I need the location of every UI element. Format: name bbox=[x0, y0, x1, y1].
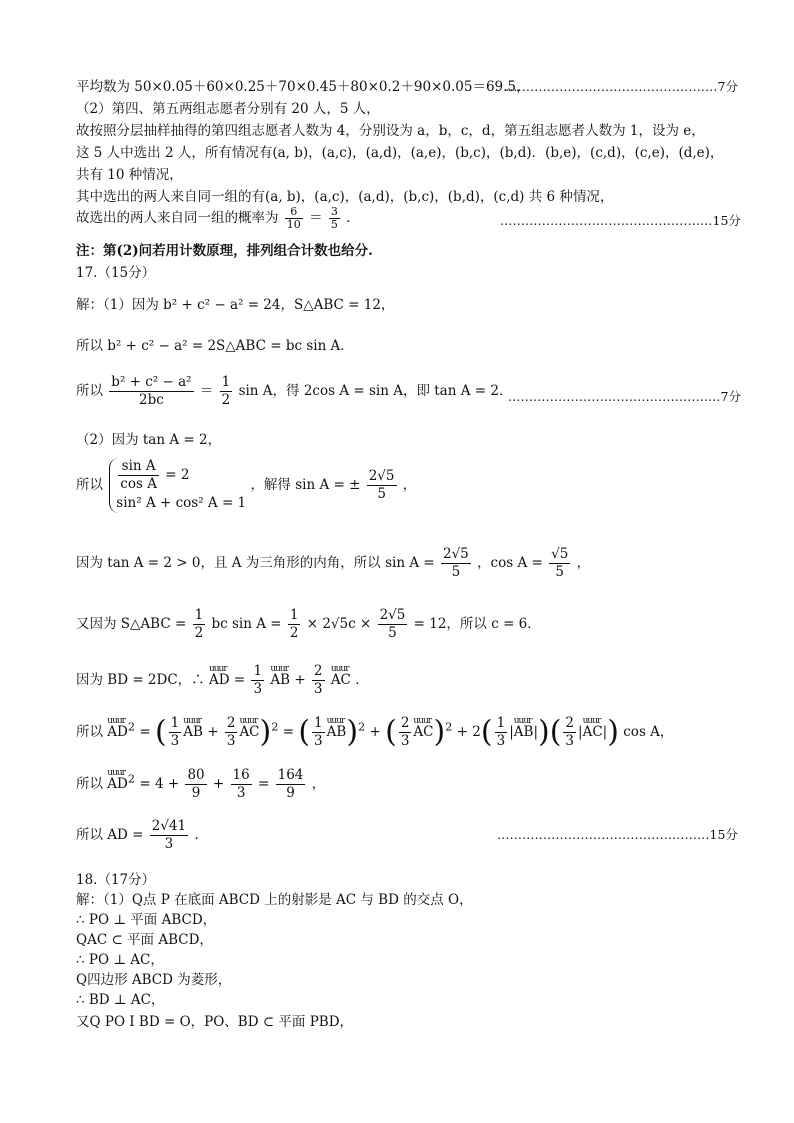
numerator: 1 bbox=[194, 607, 204, 623]
note: 注：第(2)问若用计数原理，排列组合计数也给分. bbox=[76, 243, 373, 259]
denominator: 3 bbox=[496, 733, 506, 749]
vector: uuur AD bbox=[107, 775, 128, 793]
plus: + bbox=[212, 776, 225, 792]
denominator: 2bc bbox=[109, 391, 193, 409]
numerator: 16 bbox=[232, 767, 250, 783]
equals: ＝ bbox=[309, 210, 323, 226]
fraction bbox=[150, 818, 188, 853]
fraction bbox=[231, 767, 252, 802]
text-line: 共有 10 种情况， bbox=[76, 167, 183, 183]
denominator: 5 bbox=[330, 218, 338, 231]
fraction bbox=[276, 767, 306, 802]
text: 所以 AD = bbox=[76, 827, 144, 843]
denominator: 3 bbox=[400, 733, 410, 749]
denominator: 3 bbox=[170, 733, 180, 749]
text: 所以 bbox=[76, 776, 103, 792]
fraction bbox=[251, 663, 264, 698]
fraction bbox=[185, 767, 206, 802]
fraction bbox=[118, 458, 159, 493]
text-line: Q四边形 ABCD 为菱形， bbox=[76, 972, 232, 988]
fraction bbox=[563, 715, 576, 750]
text: 因为 tan A = 2 > 0，且 A 为三角形的内角，所以 sin A = bbox=[76, 555, 435, 571]
text: ， bbox=[576, 555, 591, 571]
equation-line bbox=[76, 818, 208, 853]
text: ． bbox=[346, 210, 360, 226]
fraction bbox=[288, 607, 301, 642]
text: ． bbox=[194, 827, 208, 843]
denominator: 10 bbox=[286, 218, 301, 231]
numerator: 1 bbox=[221, 374, 231, 390]
equals: = bbox=[233, 672, 246, 688]
numerator: 1 bbox=[314, 715, 323, 731]
fraction bbox=[549, 546, 570, 581]
fraction bbox=[399, 715, 412, 750]
text-line: （2）第四、第五两组志愿者分别有 20 人，5 人， bbox=[76, 101, 380, 117]
text: sin A，得 2cos A = sin A，即 tan A = 2． bbox=[238, 383, 513, 399]
text: ， bbox=[311, 776, 326, 792]
numerator: 1 bbox=[253, 663, 263, 679]
fraction bbox=[378, 607, 408, 642]
numerator: 6 bbox=[290, 205, 298, 218]
denominator: 5 bbox=[378, 624, 408, 642]
vector: uuur AD bbox=[209, 671, 230, 689]
question-title: 17.（15分） bbox=[76, 265, 156, 281]
fraction bbox=[495, 715, 508, 750]
text: = 4 + bbox=[135, 776, 180, 792]
denominator: 9 bbox=[185, 784, 206, 802]
text-line: ∴ PO ⊥ AC， bbox=[76, 952, 164, 968]
equation-line: 所以 uuur $AD^2$ = ( $\frac{1}{3}$ uuur AB + $\frac{2}{3}$ uuur AC)$^2$ = ( $\frac{1}{3}$ uuur AB)$^2$ + ( $\frac{2}{3}$ uuur AC)$^2$ + 2( $\frac{1}{3}$ |uuur AB|)( $\frac{2}{3}$ |uuur AC|) cos A， bbox=[76, 715, 673, 750]
fraction bbox=[193, 607, 206, 642]
equation-line: 所以 uuur $AD^2 = 4$ + $\frac{80}{9}$ + $\frac{16}{3}$ = $\frac{164}{9}$ ， bbox=[76, 767, 325, 802]
score-marker: ……………………………………………7分 bbox=[508, 389, 741, 404]
score-marker: ……………………………………………15分 bbox=[500, 213, 741, 228]
fraction bbox=[441, 546, 471, 581]
denominator: 3 bbox=[226, 733, 236, 749]
denominator: 3 bbox=[253, 681, 263, 697]
numerator: 2√41 bbox=[151, 818, 187, 834]
system-row: sin² A + cos² A = 1 bbox=[116, 495, 247, 511]
denominator: 3 bbox=[231, 784, 252, 802]
numerator: 3 bbox=[330, 205, 338, 218]
text: bc sin A = bbox=[211, 616, 282, 632]
denominator: 5 bbox=[549, 563, 570, 581]
numerator: 2√5 bbox=[379, 607, 406, 623]
denominator: 9 bbox=[276, 784, 306, 802]
vector: uuur AB bbox=[183, 723, 203, 741]
text: × 2√5c × bbox=[306, 616, 372, 632]
fraction bbox=[312, 715, 325, 750]
score-marker: ……………………………………………7分 bbox=[505, 79, 738, 94]
vector: uuur AC bbox=[583, 723, 603, 741]
vector: uuur AD bbox=[107, 723, 128, 741]
numerator: 1 bbox=[496, 715, 506, 731]
question-title: 18.（17分） bbox=[76, 872, 156, 888]
text-line: 其中选出的两人来自同一组的有(a, b)，(a,c)，(a,d)，(b,c)，(b,d)，(c,d) 共 6 种情况， bbox=[76, 189, 614, 205]
text-line: 解：（1）因为 b² + c² − a² = 24，S△ABC = 12， bbox=[76, 297, 395, 313]
fraction bbox=[285, 206, 303, 231]
fraction bbox=[312, 663, 325, 698]
text: ，cos A = bbox=[477, 555, 543, 571]
vector: uuur AC bbox=[239, 723, 259, 741]
numerator: 2 bbox=[400, 715, 410, 731]
text-line: 这 5 人中选出 2 人，所有情况有(a, b)，(a,c)，(a,d)，(a,e)，(b,c)，(b,d)．(b,e)，(c,d)，(c,e)，(d,e)， bbox=[76, 145, 724, 161]
text-line: 解：（1）Q点 P 在底面 ABCD 上的射影是 AC 与 BD 的交点 O， bbox=[76, 892, 473, 908]
fraction bbox=[109, 374, 193, 409]
equation-system bbox=[109, 458, 246, 513]
numerator: √5 bbox=[551, 546, 569, 562]
denominator: 2 bbox=[289, 625, 299, 641]
text-line: （2）因为 tan A = 2， bbox=[76, 432, 222, 448]
equation-line bbox=[76, 546, 590, 581]
text: 又因为 S△ABC = bbox=[76, 616, 187, 632]
fraction bbox=[367, 468, 397, 503]
fraction bbox=[225, 715, 238, 750]
numerator: 2√5 bbox=[368, 468, 395, 484]
text: cos A， bbox=[623, 724, 674, 740]
equals: = bbox=[258, 776, 270, 792]
text-line: ∴ BD ⊥ AC， bbox=[76, 992, 165, 1008]
denominator: 3 bbox=[150, 835, 188, 853]
fraction bbox=[329, 206, 340, 231]
denominator: 2 bbox=[194, 625, 204, 641]
text-line: 所以 b² + c² − a² = 2S△ABC = bc sin A． bbox=[76, 338, 354, 354]
probability-line bbox=[76, 206, 360, 231]
numerator: 164 bbox=[277, 767, 304, 783]
text: 所以 bbox=[76, 477, 103, 493]
plus: + bbox=[294, 672, 306, 688]
fraction bbox=[169, 715, 182, 750]
text-line: 故按照分层抽样抽得的第四组志愿者人数为 4，分别设为 a，b，c，d，第五组志愿者人数为 1，设为 e， bbox=[76, 123, 705, 139]
text-line: 又Q PO I BD = O，PO、BD ⊂ 平面 PBD， bbox=[76, 1014, 354, 1030]
text: = 12，所以 c = 6． bbox=[413, 616, 541, 632]
text: ，解得 sin A = ± bbox=[250, 477, 361, 493]
numerator: sin A bbox=[121, 458, 156, 474]
equation-line bbox=[76, 607, 541, 642]
numerator: 1 bbox=[289, 607, 299, 623]
denominator: 3 bbox=[565, 733, 575, 749]
text: 因为 BD = 2DC，∴ bbox=[76, 672, 209, 688]
denominator: 3 bbox=[313, 681, 323, 697]
numerator: 80 bbox=[187, 767, 205, 783]
system-row bbox=[116, 458, 246, 493]
score-marker: ……………………………………………15分 bbox=[497, 827, 738, 842]
numerator: 1 bbox=[170, 715, 180, 731]
text: = 2 bbox=[160, 467, 190, 483]
denominator: 5 bbox=[441, 563, 471, 581]
text-line: QAC ⊂ 平面 ABCD， bbox=[76, 932, 213, 948]
text: 故选出的两人来自同一组的概率为 bbox=[76, 210, 279, 226]
text: 所以 bbox=[76, 724, 103, 740]
text: 所以 bbox=[76, 383, 103, 399]
system-line bbox=[76, 458, 416, 513]
denominator: cos A bbox=[120, 476, 157, 492]
vector: uuur AC bbox=[331, 671, 351, 689]
numerator: 2√5 bbox=[442, 546, 469, 562]
text: ． bbox=[355, 672, 369, 688]
numerator: 2 bbox=[565, 715, 575, 731]
vector: uuur AC bbox=[413, 723, 433, 741]
denominator: 2 bbox=[221, 392, 231, 408]
vector: uuur AB bbox=[327, 723, 347, 741]
denominator: 5 bbox=[367, 485, 397, 503]
equals: ＝ bbox=[199, 383, 214, 399]
equation-line bbox=[76, 374, 512, 409]
vector: uuur AB bbox=[514, 723, 534, 741]
text-line: 平均数为 50×0.05＋60×0.25＋70×0.45＋80×0.2＋90×0.05＝69.5， bbox=[76, 79, 530, 95]
fraction bbox=[220, 374, 233, 409]
numerator: 2 bbox=[226, 715, 236, 731]
equation-line bbox=[76, 663, 369, 698]
text-line: ∴ PO ⊥ 平面 ABCD， bbox=[76, 912, 217, 928]
numerator: 2 bbox=[313, 663, 323, 679]
denominator: 3 bbox=[314, 733, 323, 749]
text: ， bbox=[402, 477, 417, 493]
vector: uuur AB bbox=[270, 671, 290, 689]
numerator: b² + c² − a² bbox=[111, 374, 192, 390]
